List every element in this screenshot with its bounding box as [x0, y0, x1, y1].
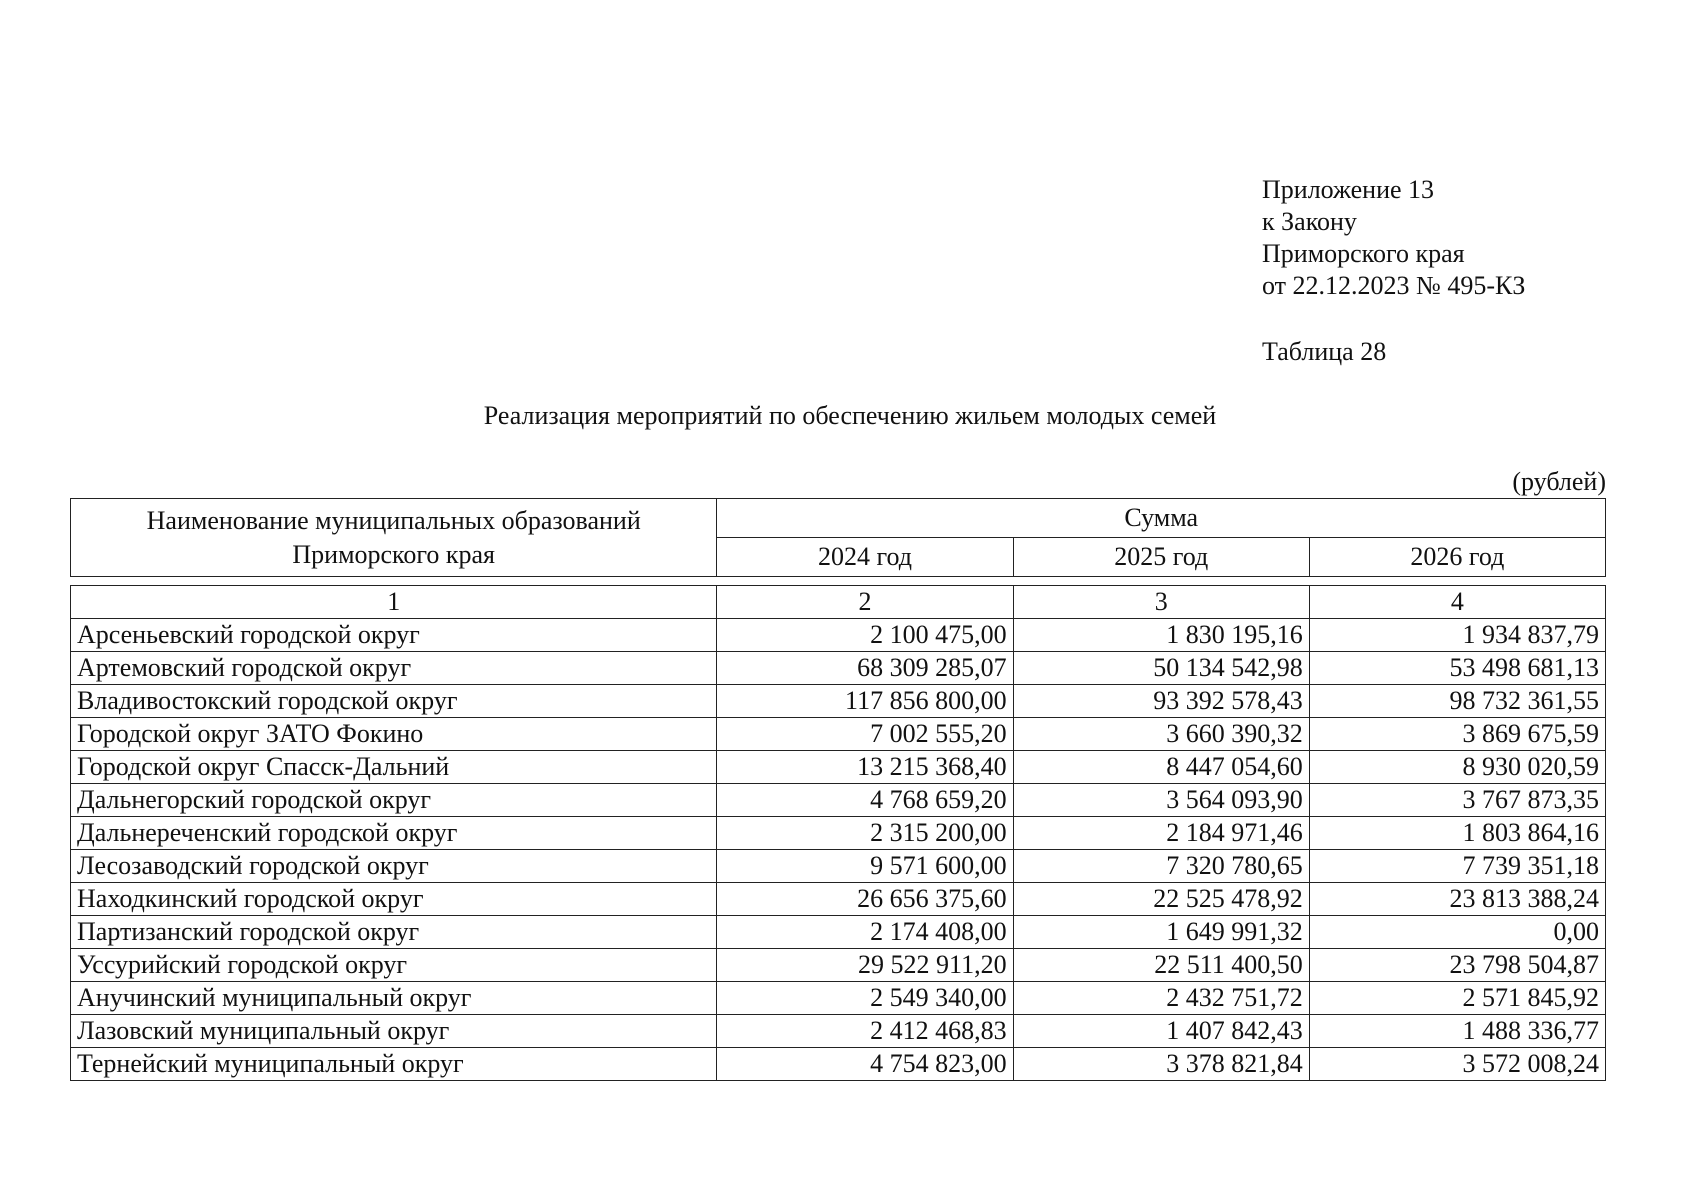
- amount-2025: 3 660 390,32: [1013, 718, 1309, 751]
- table-row: [71, 685, 1606, 718]
- municipality-name: Городской округ Спасск-Дальний: [71, 751, 717, 784]
- table-row: [71, 850, 1606, 883]
- amount-2026: 23 813 388,24: [1309, 883, 1605, 916]
- year-header-2024: 2024 год: [717, 538, 1013, 577]
- municipality-name: Находкинский городской округ: [71, 883, 717, 916]
- unit-label: (рублей): [1512, 467, 1606, 496]
- municipality-name: Владивостокский городской округ: [71, 685, 717, 718]
- amount-2024: 4 754 823,00: [717, 1048, 1013, 1081]
- amount-2025: 50 134 542,98: [1013, 652, 1309, 685]
- table-row: [71, 1015, 1606, 1048]
- amount-2024: 117 856 800,00: [717, 685, 1013, 718]
- sum-header: Сумма: [717, 499, 1606, 538]
- amount-2026: 2 571 845,92: [1309, 982, 1605, 1015]
- amount-2026: 3 869 675,59: [1309, 718, 1605, 751]
- amount-2024: 2 412 468,83: [717, 1015, 1013, 1048]
- municipality-name: Уссурийский городской округ: [71, 949, 717, 982]
- municipality-name: Лесозаводский городской округ: [71, 850, 717, 883]
- amount-2026: 1 803 864,16: [1309, 817, 1605, 850]
- amount-2024: 2 174 408,00: [717, 916, 1013, 949]
- amount-2025: 22 511 400,50: [1013, 949, 1309, 982]
- year-header-2026: 2026 год: [1309, 538, 1605, 577]
- amount-2026: 3 572 008,24: [1309, 1048, 1605, 1081]
- name-column-header: [71, 499, 717, 577]
- name-header-line: Приморского края: [292, 539, 496, 569]
- data-table: [70, 585, 1606, 1081]
- table-row: [71, 784, 1606, 817]
- amount-2024: 4 768 659,20: [717, 784, 1013, 817]
- table-row: [71, 883, 1606, 916]
- municipality-name: Тернейский муниципальный округ: [71, 1048, 717, 1081]
- amount-2025: 1 649 991,32: [1013, 916, 1309, 949]
- municipality-name: Дальнегорский городской округ: [71, 784, 717, 817]
- amount-2026: 1 488 336,77: [1309, 1015, 1605, 1048]
- table-row: [71, 619, 1606, 652]
- table-row: [71, 982, 1606, 1015]
- column-number: 4: [1309, 586, 1605, 619]
- amount-2026: 98 732 361,55: [1309, 685, 1605, 718]
- year-header-2025: 2025 год: [1013, 538, 1309, 577]
- amount-2024: 2 315 200,00: [717, 817, 1013, 850]
- amount-2025: 3 564 093,90: [1013, 784, 1309, 817]
- municipality-name: Дальнереченский городской округ: [71, 817, 717, 850]
- appendix-line: Приморского края: [1262, 239, 1465, 268]
- amount-2025: 8 447 054,60: [1013, 751, 1309, 784]
- amount-2026: 53 498 681,13: [1309, 652, 1605, 685]
- name-header-line: Наименование муниципальных образований: [146, 505, 641, 535]
- table-row: [71, 916, 1606, 949]
- amount-2024: 13 215 368,40: [717, 751, 1013, 784]
- amount-2024: 2 549 340,00: [717, 982, 1013, 1015]
- amount-2024: 26 656 375,60: [717, 883, 1013, 916]
- document-title: Реализация мероприятий по обеспечению жильем молодых семей: [483, 401, 1217, 430]
- table-row: [71, 751, 1606, 784]
- amount-2024: 2 100 475,00: [717, 619, 1013, 652]
- table-row: [71, 1048, 1606, 1081]
- appendix-reference: [1262, 174, 1525, 302]
- appendix-line: от 22.12.2023 № 495-КЗ: [1262, 271, 1526, 300]
- appendix-line: к Закону: [1262, 207, 1357, 236]
- amount-2024: 68 309 285,07: [717, 652, 1013, 685]
- amount-2026: 23 798 504,87: [1309, 949, 1605, 982]
- table-header: [70, 498, 1606, 577]
- amount-2025: 93 392 578,43: [1013, 685, 1309, 718]
- amount-2024: 29 522 911,20: [717, 949, 1013, 982]
- amount-2025: 7 320 780,65: [1013, 850, 1309, 883]
- amount-2024: 7 002 555,20: [717, 718, 1013, 751]
- municipality-name: Арсеньевский городской округ: [71, 619, 717, 652]
- municipality-name: Городской округ ЗАТО Фокино: [71, 718, 717, 751]
- municipality-name: Лазовский муниципальный округ: [71, 1015, 717, 1048]
- column-number: 2: [717, 586, 1013, 619]
- table-row: [71, 949, 1606, 982]
- table-row: [71, 817, 1606, 850]
- column-number: 3: [1013, 586, 1309, 619]
- amount-2025: 2 432 751,72: [1013, 982, 1309, 1015]
- municipality-name: Артемовский городской округ: [71, 652, 717, 685]
- amount-2025: 22 525 478,92: [1013, 883, 1309, 916]
- municipality-name: Анучинский муниципальный округ: [71, 982, 717, 1015]
- amount-2026: 8 930 020,59: [1309, 751, 1605, 784]
- municipality-name: Партизанский городской округ: [71, 916, 717, 949]
- table-row: [71, 718, 1606, 751]
- table-number: Таблица 28: [1262, 337, 1387, 366]
- amount-2024: 9 571 600,00: [717, 850, 1013, 883]
- amount-2026: 7 739 351,18: [1309, 850, 1605, 883]
- amount-2026: 1 934 837,79: [1309, 619, 1605, 652]
- table-row: [71, 652, 1606, 685]
- amount-2025: 1 407 842,43: [1013, 1015, 1309, 1048]
- amount-2025: 2 184 971,46: [1013, 817, 1309, 850]
- amount-2026: 3 767 873,35: [1309, 784, 1605, 817]
- amount-2025: 1 830 195,16: [1013, 619, 1309, 652]
- amount-2026: 0,00: [1309, 916, 1605, 949]
- column-number-row: [71, 586, 1606, 619]
- appendix-line: Приложение 13: [1262, 175, 1435, 204]
- column-number: 1: [71, 586, 717, 619]
- amount-2025: 3 378 821,84: [1013, 1048, 1309, 1081]
